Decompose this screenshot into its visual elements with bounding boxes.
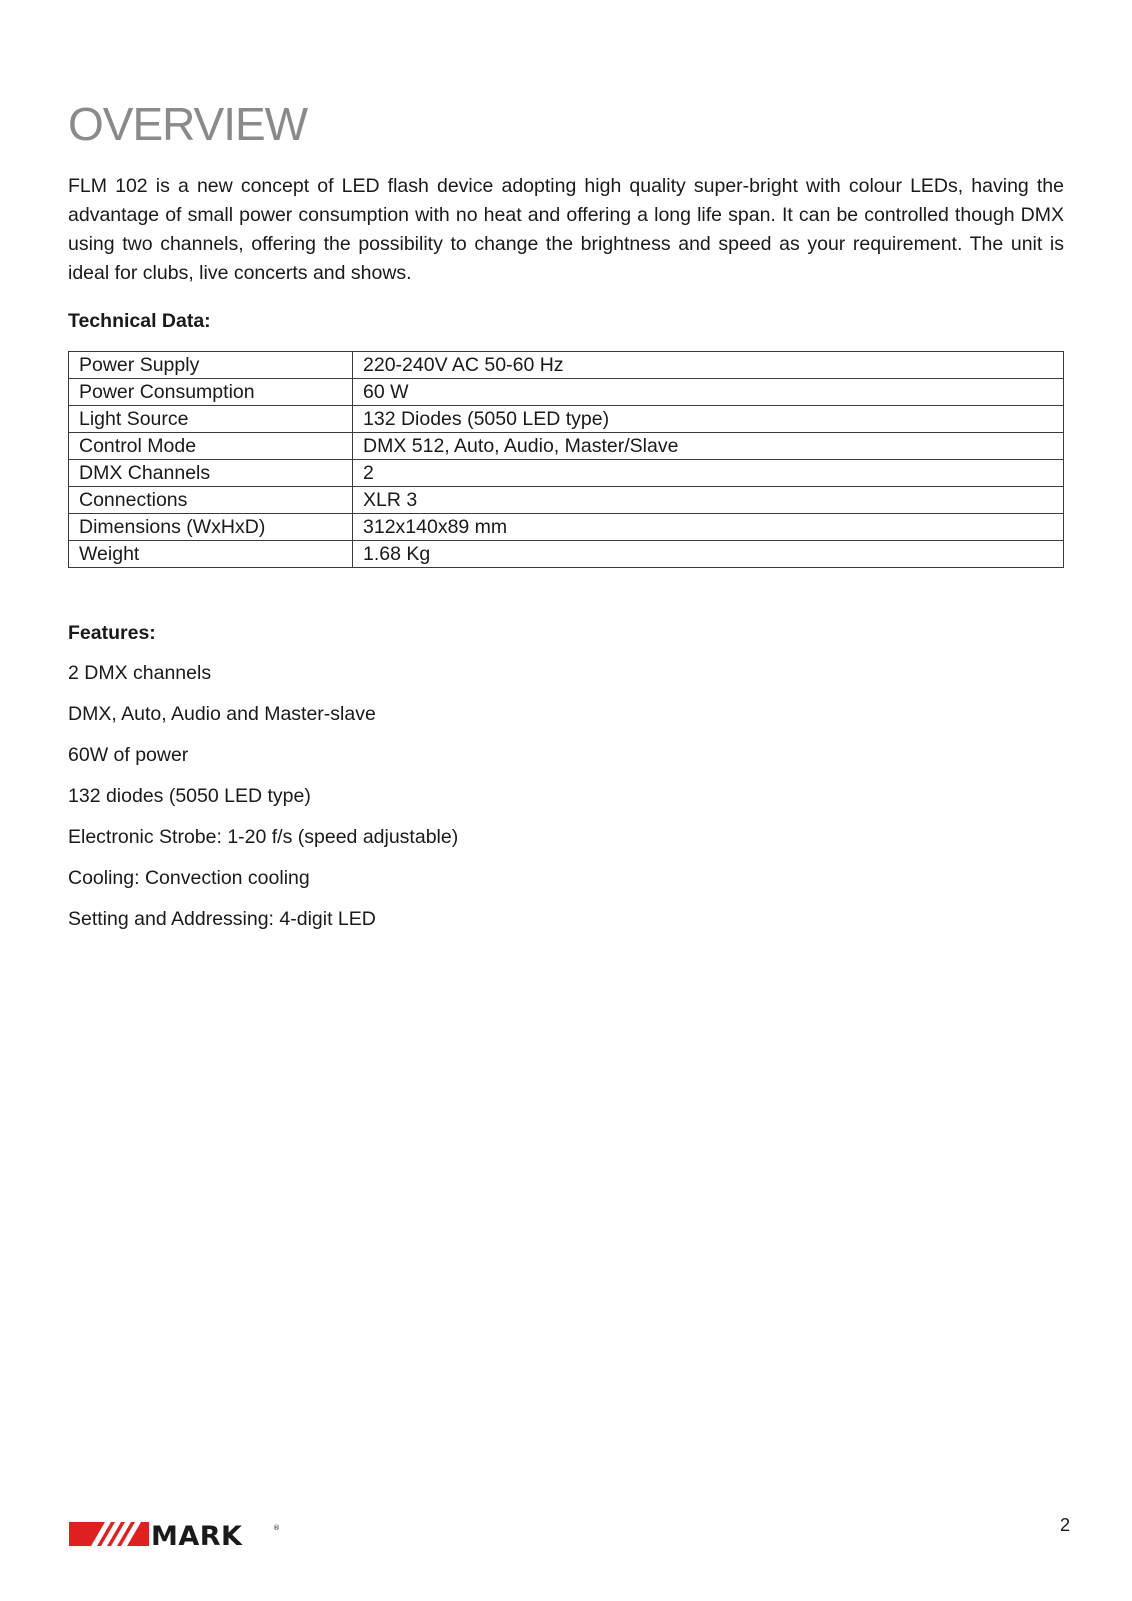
spec-value: 132 Diodes (5050 LED type): [353, 406, 1064, 433]
spec-value: 1.68 Kg: [353, 541, 1064, 568]
features-list: [68, 660, 458, 947]
spec-label: Light Source: [69, 406, 353, 433]
spec-value: 60 W: [353, 379, 1064, 406]
list-item: Electronic Strobe: 1-20 f/s (speed adjustable): [68, 826, 459, 848]
spec-value: DMX 512, Auto, Audio, Master/Slave: [353, 433, 1064, 460]
technical-data-table: [68, 351, 1064, 568]
mark-logo: [69, 1518, 281, 1548]
table-row: [69, 487, 1064, 514]
logo-wordmark: MARK: [151, 1521, 243, 1548]
table-row: [69, 460, 1064, 487]
spec-value: XLR 3: [353, 487, 1064, 514]
list-item: Setting and Addressing: 4-digit LED: [68, 908, 376, 930]
table-row: [69, 406, 1064, 433]
table-row: [69, 352, 1064, 379]
list-item: Cooling: Convection cooling: [68, 867, 310, 889]
spec-label: Power Supply: [69, 352, 353, 379]
spec-value: 220-240V AC 50-60 Hz: [353, 352, 1064, 379]
spec-value: 312x140x89 mm: [353, 514, 1064, 541]
list-item: 132 diodes (5050 LED type): [68, 785, 311, 807]
table-row: [69, 433, 1064, 460]
spec-label: Power Consumption: [69, 379, 353, 406]
table-row: [69, 541, 1064, 568]
spec-label: Weight: [69, 541, 353, 568]
features-heading: Features:: [68, 622, 156, 644]
spec-label: Dimensions (WxHxD): [69, 514, 353, 541]
table-row: [69, 514, 1064, 541]
list-item: 60W of power: [68, 744, 189, 766]
intro-paragraph: FLM 102 is a new concept of LED flash device adopting high quality super-bright with colour LEDs, having the advantage of small power consumption with no heat and offering a long life span. It can be controlled though DMX using two channels, offering the possibility to change the brightness and speed as your requirement. The unit is ideal for clubs, live concerts and shows.: [68, 175, 1064, 284]
registered-mark: ®: [273, 1524, 280, 1532]
list-item: 2 DMX channels: [68, 662, 212, 684]
spec-value: 2: [353, 460, 1064, 487]
page-title: OVERVIEW: [68, 98, 308, 150]
page-number: 2: [1059, 1515, 1070, 1535]
list-item: DMX, Auto, Audio and Master-slave: [68, 703, 376, 725]
table-row: [69, 379, 1064, 406]
spec-label: Control Mode: [69, 433, 353, 460]
spec-label: Connections: [69, 487, 353, 514]
technical-data-heading: Technical Data:: [68, 310, 211, 332]
spec-label: DMX Channels: [69, 460, 353, 487]
